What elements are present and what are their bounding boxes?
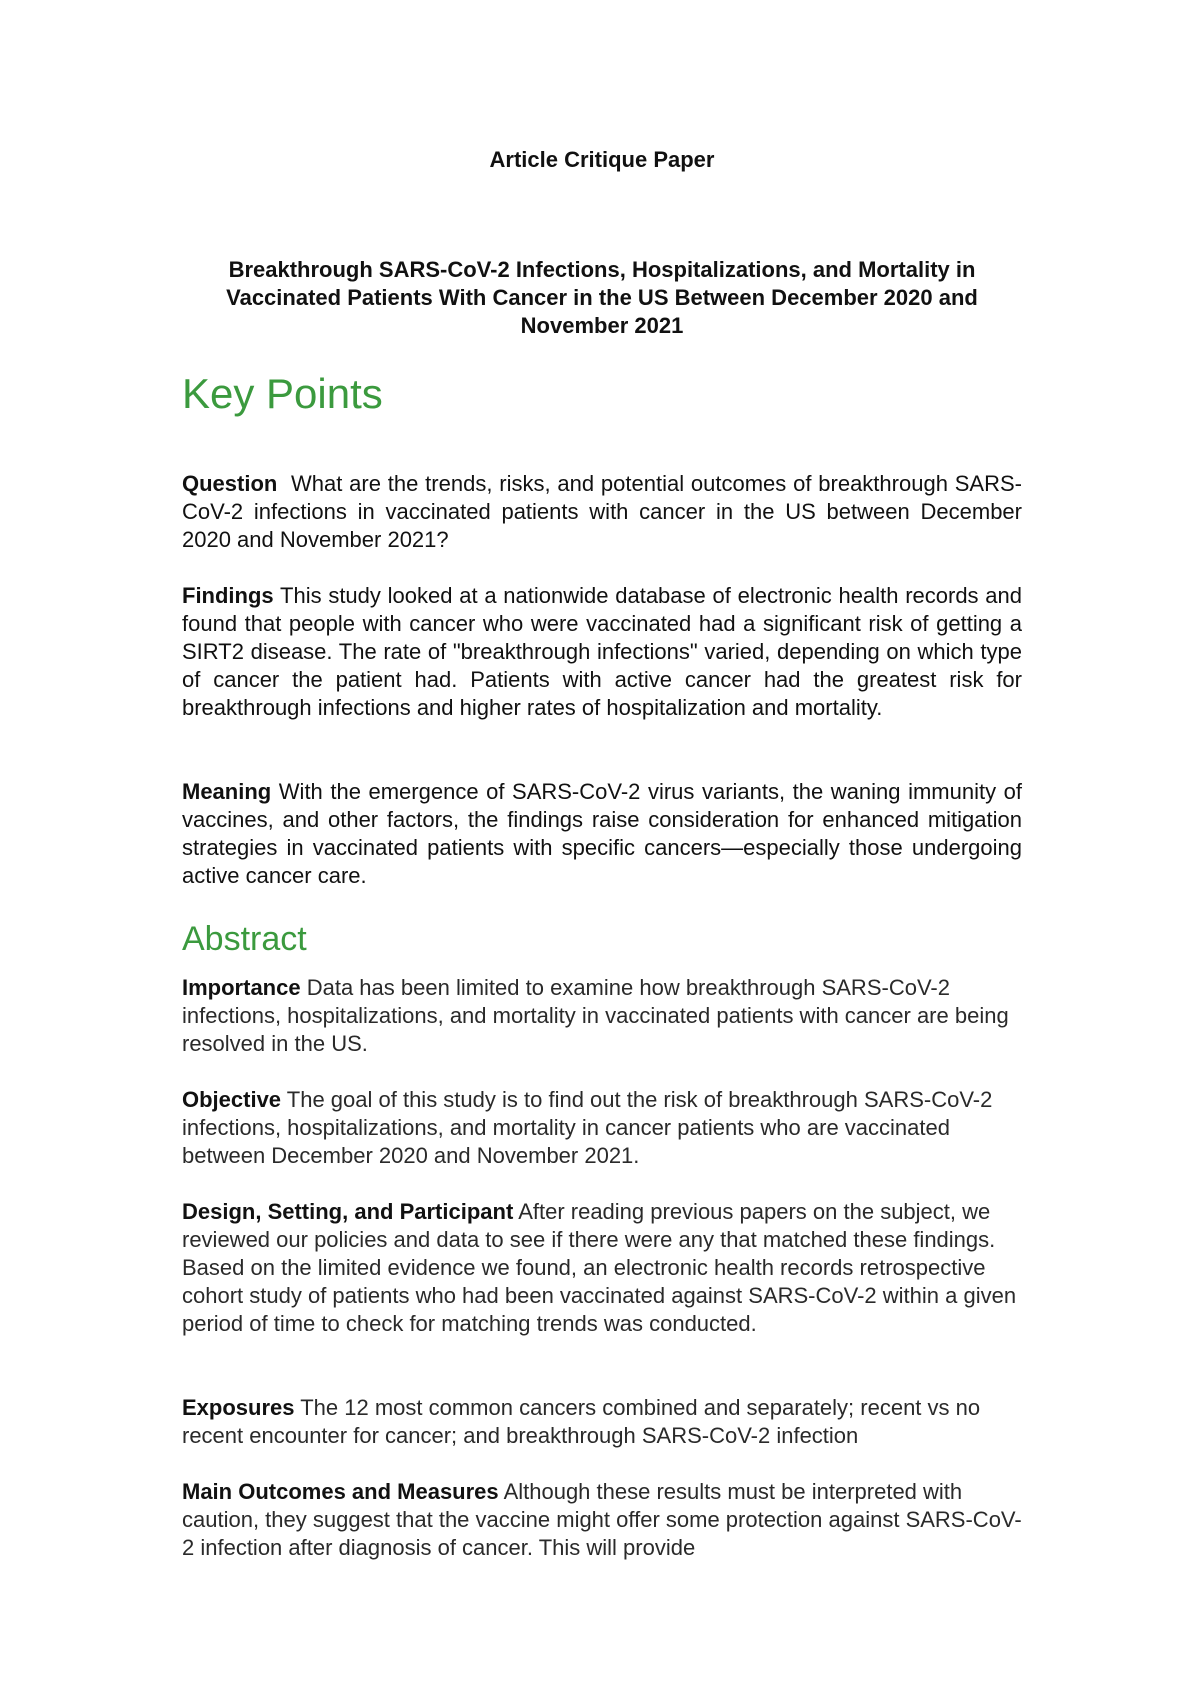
exposures-text: The 12 most common cancers combined and separately; recent vs no recent encounter for cancer; and breakthrough SARS-CoV-2 infection bbox=[182, 1395, 981, 1448]
outcomes-text: Although these results must be interpreted with caution, they suggest that the vaccine might offer some protection against SARS-CoV-2 infection after diagnosis of cancer. This will provide bbox=[182, 1479, 1022, 1560]
exposures-term: Exposures bbox=[182, 1395, 295, 1420]
outcomes-term: Main Outcomes and Measures bbox=[182, 1479, 499, 1504]
meaning-term: Meaning bbox=[182, 779, 272, 804]
abstract-importance bbox=[182, 974, 1022, 1058]
objective-text: The goal of this study is to find out the risk of breakthrough SARS-CoV-2 infections, hospitalizations, and mortality in cancer patients who are vaccinated between December 2020 and November 2021. bbox=[182, 1087, 993, 1168]
findings-text: This study looked at a nationwide database of electronic health records and found that people with cancer who were vaccinated had a significant risk of getting a SIRT2 disease. The rate of "breakthrough infections" varied, depending on which type of cancer the patient had. Patients with active cancer had the greatest risk for breakthrough infections and higher rates of hospitalization and mortality. bbox=[182, 583, 1023, 720]
importance-text: Data has been limited to examine how breakthrough SARS-CoV-2 infections, hospitalizations, and mortality in vaccinated patients with cancer are being resolved in the US. bbox=[182, 975, 1009, 1056]
abstract-objective bbox=[182, 1086, 1022, 1170]
question-text: What are the trends, risks, and potential outcomes of breakthrough SARS-CoV-2 infections in vaccinated patients with cancer in the US between December 2020 and November 2021? bbox=[182, 471, 1022, 552]
key-points-heading: Key Points bbox=[182, 370, 383, 417]
design-term: Design, Setting, and Participant bbox=[182, 1199, 514, 1224]
key-point-meaning bbox=[182, 778, 1022, 890]
importance-term: Importance bbox=[182, 975, 301, 1000]
document-label: Article Critique Paper bbox=[489, 147, 715, 172]
key-point-findings bbox=[182, 582, 1022, 722]
document-title: Breakthrough SARS-CoV-2 Infections, Hospitalizations, and Mortality in Vaccinated Patients With Cancer in the US Between December 2020 and November 2021 bbox=[226, 257, 978, 338]
meaning-text: With the emergence of SARS-CoV-2 virus variants, the waning immunity of vaccines, and other factors, the findings raise consideration for enhanced mitigation strategies in vaccinated patients with specific cancers—especially those undergoing active cancer care. bbox=[182, 779, 1022, 888]
design-text: After reading previous papers on the subject, we reviewed our policies and data to see if there were any that matched these findings. Based on the limited evidence we found, an electronic health records retrospective cohort study of patients who had been vaccinated against SARS-CoV-2 within a given period of time to check for matching trends was conducted. bbox=[182, 1199, 1017, 1336]
question-term: Question bbox=[182, 471, 278, 496]
document-page bbox=[182, 0, 1022, 1698]
abstract-heading: Abstract bbox=[182, 920, 307, 958]
abstract-design bbox=[182, 1198, 1022, 1338]
key-point-question bbox=[182, 470, 1022, 554]
abstract-exposures bbox=[182, 1394, 1022, 1450]
objective-term: Objective bbox=[182, 1087, 282, 1112]
findings-term: Findings bbox=[182, 583, 274, 608]
abstract-outcomes bbox=[182, 1478, 1022, 1562]
